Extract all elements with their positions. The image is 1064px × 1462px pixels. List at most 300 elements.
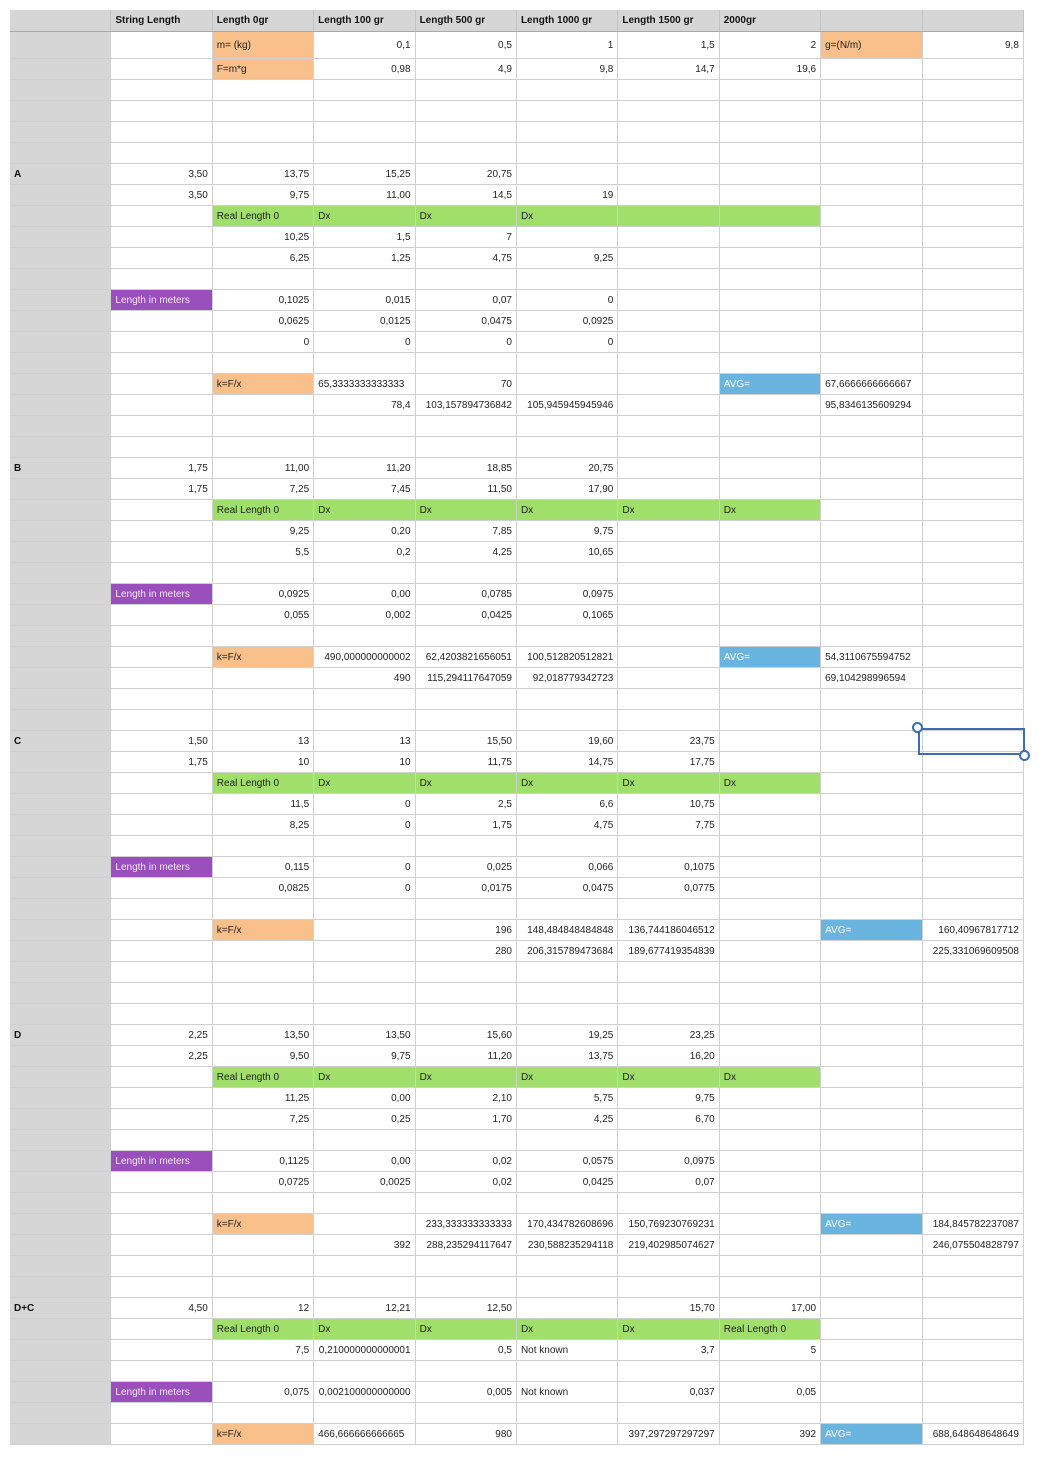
grid-cell[interactable] xyxy=(618,395,719,415)
grid-cell[interactable]: 12,21 xyxy=(314,1298,415,1318)
grid-cell[interactable]: 3,50 xyxy=(111,185,212,205)
grid-cell[interactable] xyxy=(618,80,719,100)
grid-cell[interactable]: Dx xyxy=(416,773,517,793)
grid-cell[interactable]: Real Length 0 xyxy=(213,1319,314,1339)
column-header-3[interactable]: Length 100 gr xyxy=(314,10,415,31)
grid-cell[interactable] xyxy=(720,836,821,856)
row-header-cell[interactable] xyxy=(10,248,111,268)
grid-cell[interactable]: 11,00 xyxy=(213,458,314,478)
grid-cell[interactable] xyxy=(821,353,922,373)
grid-cell[interactable] xyxy=(314,1004,415,1024)
row-header-cell[interactable] xyxy=(10,668,111,688)
grid-cell[interactable] xyxy=(111,1130,212,1150)
grid-cell[interactable]: 19,25 xyxy=(517,1025,618,1045)
grid-cell[interactable] xyxy=(618,1403,719,1423)
grid-cell[interactable] xyxy=(720,1088,821,1108)
grid-cell[interactable] xyxy=(618,563,719,583)
grid-cell[interactable] xyxy=(314,1214,415,1234)
grid-cell[interactable] xyxy=(517,1193,618,1213)
column-header-6[interactable]: Length 1500 gr xyxy=(618,10,719,31)
grid-cell[interactable] xyxy=(821,1193,922,1213)
grid-cell[interactable] xyxy=(923,1151,1024,1171)
grid-cell[interactable]: 1,75 xyxy=(111,458,212,478)
grid-cell[interactable]: 0,1 xyxy=(314,32,415,58)
column-header-1[interactable]: String Length xyxy=(111,10,212,31)
grid-cell[interactable] xyxy=(618,101,719,121)
grid-cell[interactable] xyxy=(213,395,314,415)
grid-cell[interactable]: 0,0025 xyxy=(314,1172,415,1192)
grid-cell[interactable] xyxy=(720,521,821,541)
grid-cell[interactable] xyxy=(416,122,517,142)
selection-handle-bottom[interactable] xyxy=(1019,750,1030,761)
grid-cell[interactable] xyxy=(720,269,821,289)
grid-cell[interactable] xyxy=(111,143,212,163)
grid-cell[interactable] xyxy=(720,857,821,877)
grid-cell[interactable] xyxy=(720,1403,821,1423)
row-header-cell[interactable] xyxy=(10,1193,111,1213)
grid-cell[interactable] xyxy=(821,164,922,184)
grid-cell[interactable]: 0 xyxy=(213,332,314,352)
grid-cell[interactable] xyxy=(111,248,212,268)
corner-cell[interactable] xyxy=(10,10,111,31)
grid-cell[interactable]: Dx xyxy=(314,773,415,793)
row-header-cell[interactable]: A xyxy=(10,164,111,184)
grid-cell[interactable]: 11,20 xyxy=(314,458,415,478)
grid-cell[interactable]: 12 xyxy=(213,1298,314,1318)
grid-cell[interactable]: 0,1065 xyxy=(517,605,618,625)
grid-cell[interactable]: 392 xyxy=(720,1424,821,1444)
row-header-cell[interactable] xyxy=(10,479,111,499)
grid-cell[interactable] xyxy=(821,1340,922,1360)
grid-cell[interactable] xyxy=(213,626,314,646)
grid-cell[interactable] xyxy=(923,878,1024,898)
grid-cell[interactable]: Dx xyxy=(517,500,618,520)
grid-cell[interactable]: 0,002100000000000 xyxy=(314,1382,415,1402)
grid-cell[interactable]: 15,70 xyxy=(618,1298,719,1318)
grid-cell[interactable] xyxy=(821,1172,922,1192)
grid-cell[interactable]: 206,315789473684 xyxy=(517,941,618,961)
grid-cell[interactable]: 0,0575 xyxy=(517,1151,618,1171)
grid-cell[interactable] xyxy=(923,101,1024,121)
grid-cell[interactable] xyxy=(111,668,212,688)
grid-cell[interactable]: Dx xyxy=(314,500,415,520)
grid-cell[interactable]: 246,075504828797 xyxy=(923,1235,1024,1255)
grid-cell[interactable] xyxy=(821,1361,922,1381)
grid-cell[interactable]: Dx xyxy=(720,773,821,793)
grid-cell[interactable]: 0,5 xyxy=(416,1340,517,1360)
grid-cell[interactable]: 9,8 xyxy=(517,59,618,79)
grid-cell[interactable] xyxy=(821,1151,922,1171)
grid-cell[interactable] xyxy=(618,311,719,331)
grid-cell[interactable]: 10 xyxy=(314,752,415,772)
grid-cell[interactable] xyxy=(111,626,212,646)
grid-cell[interactable] xyxy=(416,80,517,100)
grid-cell[interactable]: 1 xyxy=(517,32,618,58)
row-header-cell[interactable] xyxy=(10,584,111,604)
grid-cell[interactable] xyxy=(618,689,719,709)
grid-cell[interactable]: 13 xyxy=(213,731,314,751)
grid-cell[interactable] xyxy=(618,185,719,205)
grid-cell[interactable] xyxy=(720,143,821,163)
grid-cell[interactable] xyxy=(618,1277,719,1297)
grid-cell[interactable]: Length in meters xyxy=(111,1382,212,1402)
grid-cell[interactable]: 6,25 xyxy=(213,248,314,268)
grid-cell[interactable]: 0,0925 xyxy=(213,584,314,604)
grid-cell[interactable] xyxy=(923,794,1024,814)
grid-cell[interactable]: 4,75 xyxy=(416,248,517,268)
column-header-7[interactable]: 2000gr xyxy=(720,10,821,31)
grid-cell[interactable] xyxy=(416,962,517,982)
grid-cell[interactable] xyxy=(416,563,517,583)
grid-cell[interactable] xyxy=(213,899,314,919)
grid-cell[interactable]: 0,015 xyxy=(314,290,415,310)
row-header-cell[interactable] xyxy=(10,962,111,982)
grid-cell[interactable]: Dx xyxy=(517,206,618,226)
grid-cell[interactable] xyxy=(618,1004,719,1024)
grid-cell[interactable] xyxy=(618,605,719,625)
grid-cell[interactable] xyxy=(720,584,821,604)
grid-cell[interactable]: 15,25 xyxy=(314,164,415,184)
grid-cell[interactable]: 0,2 xyxy=(314,542,415,562)
grid-cell[interactable] xyxy=(923,206,1024,226)
grid-cell[interactable]: 1,25 xyxy=(314,248,415,268)
grid-cell[interactable] xyxy=(923,836,1024,856)
grid-cell[interactable] xyxy=(923,185,1024,205)
grid-cell[interactable] xyxy=(618,584,719,604)
grid-cell[interactable]: 280 xyxy=(416,941,517,961)
grid-cell[interactable] xyxy=(111,647,212,667)
grid-cell[interactable]: 0,0475 xyxy=(517,878,618,898)
row-header-cell[interactable] xyxy=(10,605,111,625)
grid-cell[interactable] xyxy=(111,1340,212,1360)
grid-cell[interactable]: 11,00 xyxy=(314,185,415,205)
row-header-cell[interactable] xyxy=(10,101,111,121)
grid-cell[interactable] xyxy=(314,626,415,646)
grid-cell[interactable] xyxy=(111,206,212,226)
grid-cell[interactable]: 7,45 xyxy=(314,479,415,499)
grid-cell[interactable] xyxy=(111,80,212,100)
grid-cell[interactable] xyxy=(720,899,821,919)
grid-cell[interactable]: 0,98 xyxy=(314,59,415,79)
grid-cell[interactable] xyxy=(923,1046,1024,1066)
row-header-cell[interactable] xyxy=(10,1424,111,1444)
grid-cell[interactable] xyxy=(314,1361,415,1381)
grid-cell[interactable]: 11,20 xyxy=(416,1046,517,1066)
grid-cell[interactable]: AVG= xyxy=(720,374,821,394)
grid-cell[interactable]: 92,018779342723 xyxy=(517,668,618,688)
grid-cell[interactable]: 688,648648648649 xyxy=(923,1424,1024,1444)
row-header-cell[interactable] xyxy=(10,374,111,394)
row-header-cell[interactable] xyxy=(10,122,111,142)
grid-cell[interactable]: AVG= xyxy=(821,920,922,940)
grid-cell[interactable]: 20,75 xyxy=(517,458,618,478)
grid-cell[interactable]: Length in meters xyxy=(111,584,212,604)
grid-cell[interactable] xyxy=(618,122,719,142)
grid-cell[interactable]: Dx xyxy=(517,1067,618,1087)
grid-cell[interactable] xyxy=(618,206,719,226)
grid-cell[interactable]: 392 xyxy=(314,1235,415,1255)
grid-cell[interactable] xyxy=(923,1004,1024,1024)
grid-cell[interactable] xyxy=(720,605,821,625)
grid-cell[interactable] xyxy=(720,122,821,142)
grid-cell[interactable] xyxy=(821,332,922,352)
grid-cell[interactable] xyxy=(923,374,1024,394)
grid-cell[interactable]: 2,25 xyxy=(111,1046,212,1066)
grid-cell[interactable]: 0,025 xyxy=(416,857,517,877)
row-header-cell[interactable] xyxy=(10,227,111,247)
grid-cell[interactable] xyxy=(720,164,821,184)
row-header-cell[interactable] xyxy=(10,941,111,961)
grid-cell[interactable]: 10,75 xyxy=(618,794,719,814)
grid-cell[interactable]: 0,1075 xyxy=(618,857,719,877)
grid-cell[interactable] xyxy=(314,416,415,436)
grid-cell[interactable] xyxy=(720,395,821,415)
grid-cell[interactable] xyxy=(111,1088,212,1108)
grid-cell[interactable]: AVG= xyxy=(821,1214,922,1234)
row-header-cell[interactable] xyxy=(10,1235,111,1255)
grid-cell[interactable] xyxy=(821,878,922,898)
grid-cell[interactable] xyxy=(923,857,1024,877)
grid-cell[interactable]: 184,845782237087 xyxy=(923,1214,1024,1234)
grid-cell[interactable] xyxy=(618,1193,719,1213)
grid-cell[interactable] xyxy=(618,521,719,541)
grid-cell[interactable] xyxy=(720,206,821,226)
grid-cell[interactable] xyxy=(213,1403,314,1423)
grid-cell[interactable] xyxy=(314,353,415,373)
grid-cell[interactable]: 0,1025 xyxy=(213,290,314,310)
grid-cell[interactable]: 1,75 xyxy=(111,479,212,499)
grid-cell[interactable]: Dx xyxy=(416,1067,517,1087)
grid-cell[interactable] xyxy=(720,1046,821,1066)
row-header-cell[interactable] xyxy=(10,1340,111,1360)
grid-cell[interactable] xyxy=(517,164,618,184)
grid-cell[interactable] xyxy=(720,353,821,373)
grid-cell[interactable] xyxy=(517,269,618,289)
grid-cell[interactable]: 230,588235294118 xyxy=(517,1235,618,1255)
grid-cell[interactable] xyxy=(821,563,922,583)
grid-cell[interactable] xyxy=(517,836,618,856)
grid-cell[interactable] xyxy=(213,1235,314,1255)
grid-cell[interactable] xyxy=(213,143,314,163)
row-header-cell[interactable] xyxy=(10,773,111,793)
grid-cell[interactable] xyxy=(111,311,212,331)
row-header-cell[interactable] xyxy=(10,899,111,919)
grid-cell[interactable] xyxy=(923,122,1024,142)
selection-handle-top[interactable] xyxy=(912,722,923,733)
grid-cell[interactable] xyxy=(923,815,1024,835)
grid-cell[interactable]: 14,7 xyxy=(618,59,719,79)
grid-cell[interactable]: Dx xyxy=(416,500,517,520)
grid-cell[interactable]: k=F/x xyxy=(213,920,314,940)
grid-cell[interactable] xyxy=(618,962,719,982)
grid-cell[interactable]: 3,7 xyxy=(618,1340,719,1360)
grid-cell[interactable] xyxy=(923,1382,1024,1402)
grid-cell[interactable] xyxy=(720,1004,821,1024)
grid-cell[interactable]: 5,75 xyxy=(517,1088,618,1108)
grid-cell[interactable] xyxy=(923,983,1024,1003)
grid-cell[interactable]: 19,60 xyxy=(517,731,618,751)
grid-cell[interactable] xyxy=(314,836,415,856)
row-header-cell[interactable] xyxy=(10,1382,111,1402)
grid-cell[interactable] xyxy=(821,59,922,79)
grid-cell[interactable] xyxy=(923,668,1024,688)
grid-cell[interactable]: 0 xyxy=(517,332,618,352)
grid-cell[interactable] xyxy=(720,983,821,1003)
grid-cell[interactable]: Dx xyxy=(618,1067,719,1087)
grid-cell[interactable] xyxy=(517,1298,618,1318)
grid-cell[interactable]: Real Length 0 xyxy=(213,773,314,793)
grid-cell[interactable]: 0,0785 xyxy=(416,584,517,604)
row-header-cell[interactable]: D+C xyxy=(10,1298,111,1318)
row-header-cell[interactable]: B xyxy=(10,458,111,478)
grid-cell[interactable] xyxy=(720,1214,821,1234)
grid-cell[interactable] xyxy=(314,1277,415,1297)
grid-cell[interactable]: 0,07 xyxy=(618,1172,719,1192)
grid-cell[interactable]: 0,0125 xyxy=(314,311,415,331)
grid-cell[interactable]: g=(N/m) xyxy=(821,32,922,58)
grid-cell[interactable] xyxy=(416,416,517,436)
grid-cell[interactable] xyxy=(517,563,618,583)
grid-cell[interactable]: Real Length 0 xyxy=(213,206,314,226)
grid-cell[interactable] xyxy=(416,1403,517,1423)
grid-cell[interactable] xyxy=(213,563,314,583)
grid-cell[interactable]: 103,157894736842 xyxy=(416,395,517,415)
grid-cell[interactable]: 288,235294117647 xyxy=(416,1235,517,1255)
grid-cell[interactable] xyxy=(923,710,1024,730)
grid-cell[interactable]: 69,104298996594 xyxy=(821,668,922,688)
grid-cell[interactable] xyxy=(720,332,821,352)
row-header-cell[interactable] xyxy=(10,626,111,646)
grid-cell[interactable]: 78,4 xyxy=(314,395,415,415)
grid-cell[interactable] xyxy=(720,101,821,121)
grid-cell[interactable] xyxy=(213,101,314,121)
grid-cell[interactable]: Length in meters xyxy=(111,1151,212,1171)
grid-cell[interactable] xyxy=(111,1361,212,1381)
grid-cell[interactable] xyxy=(111,1235,212,1255)
grid-cell[interactable] xyxy=(923,269,1024,289)
grid-cell[interactable]: Dx xyxy=(618,1319,719,1339)
grid-cell[interactable] xyxy=(923,605,1024,625)
grid-cell[interactable]: k=F/x xyxy=(213,1214,314,1234)
grid-cell[interactable] xyxy=(517,1361,618,1381)
grid-cell[interactable] xyxy=(517,101,618,121)
grid-cell[interactable]: Not known xyxy=(517,1340,618,1360)
grid-cell[interactable] xyxy=(720,731,821,751)
grid-cell[interactable]: 13,75 xyxy=(517,1046,618,1066)
grid-cell[interactable] xyxy=(923,1193,1024,1213)
grid-cell[interactable] xyxy=(923,80,1024,100)
grid-cell[interactable] xyxy=(111,899,212,919)
grid-cell[interactable] xyxy=(111,269,212,289)
grid-cell[interactable]: 1,75 xyxy=(111,752,212,772)
grid-cell[interactable]: 1,5 xyxy=(618,32,719,58)
grid-cell[interactable] xyxy=(821,311,922,331)
grid-cell[interactable] xyxy=(618,1130,719,1150)
grid-cell[interactable] xyxy=(720,941,821,961)
grid-cell[interactable]: 0,0975 xyxy=(517,584,618,604)
grid-cell[interactable]: k=F/x xyxy=(213,1424,314,1444)
column-header-2[interactable]: Length 0gr xyxy=(213,10,314,31)
grid-cell[interactable] xyxy=(821,962,922,982)
grid-cell[interactable] xyxy=(111,773,212,793)
grid-cell[interactable]: 18,85 xyxy=(416,458,517,478)
row-header-cell[interactable] xyxy=(10,143,111,163)
grid-cell[interactable] xyxy=(213,941,314,961)
grid-cell[interactable]: 10,25 xyxy=(213,227,314,247)
grid-cell[interactable] xyxy=(111,227,212,247)
grid-cell[interactable] xyxy=(821,437,922,457)
grid-cell[interactable] xyxy=(416,269,517,289)
grid-cell[interactable]: 170,434782608696 xyxy=(517,1214,618,1234)
row-header-cell[interactable] xyxy=(10,1130,111,1150)
grid-cell[interactable]: 0,05 xyxy=(720,1382,821,1402)
grid-cell[interactable] xyxy=(720,878,821,898)
grid-cell[interactable]: 7 xyxy=(416,227,517,247)
grid-cell[interactable] xyxy=(720,668,821,688)
row-header-cell[interactable] xyxy=(10,59,111,79)
grid-cell[interactable]: 11,25 xyxy=(213,1088,314,1108)
grid-cell[interactable]: 16,20 xyxy=(618,1046,719,1066)
grid-cell[interactable] xyxy=(111,374,212,394)
grid-cell[interactable]: 20,75 xyxy=(416,164,517,184)
grid-cell[interactable] xyxy=(821,941,922,961)
grid-cell[interactable] xyxy=(111,416,212,436)
grid-cell[interactable]: 2 xyxy=(720,32,821,58)
grid-cell[interactable]: 4,9 xyxy=(416,59,517,79)
grid-cell[interactable]: 95,8346135609294 xyxy=(821,395,922,415)
grid-cell[interactable]: 7,85 xyxy=(416,521,517,541)
row-header-cell[interactable] xyxy=(10,920,111,940)
grid-cell[interactable]: 0,0975 xyxy=(618,1151,719,1171)
grid-cell[interactable]: 7,75 xyxy=(618,815,719,835)
grid-cell[interactable] xyxy=(517,1403,618,1423)
grid-cell[interactable] xyxy=(416,101,517,121)
grid-cell[interactable] xyxy=(923,59,1024,79)
grid-cell[interactable]: 0,02 xyxy=(416,1172,517,1192)
grid-cell[interactable] xyxy=(618,647,719,667)
grid-cell[interactable] xyxy=(720,311,821,331)
row-header-cell[interactable] xyxy=(10,836,111,856)
row-header-cell[interactable] xyxy=(10,290,111,310)
row-header-cell[interactable] xyxy=(10,857,111,877)
grid-cell[interactable]: Dx xyxy=(720,1067,821,1087)
row-header-cell[interactable] xyxy=(10,1109,111,1129)
grid-cell[interactable] xyxy=(416,1004,517,1024)
grid-cell[interactable] xyxy=(213,1361,314,1381)
column-header-5[interactable]: Length 1000 gr xyxy=(517,10,618,31)
grid-cell[interactable] xyxy=(213,983,314,1003)
grid-cell[interactable] xyxy=(720,563,821,583)
grid-cell[interactable]: 2,10 xyxy=(416,1088,517,1108)
grid-cell[interactable] xyxy=(517,710,618,730)
grid-cell[interactable]: AVG= xyxy=(720,647,821,667)
grid-cell[interactable] xyxy=(517,1004,618,1024)
grid-cell[interactable]: Dx xyxy=(618,500,719,520)
grid-cell[interactable] xyxy=(618,437,719,457)
grid-cell[interactable] xyxy=(213,689,314,709)
grid-cell[interactable] xyxy=(821,500,922,520)
grid-cell[interactable] xyxy=(517,416,618,436)
grid-cell[interactable]: 4,50 xyxy=(111,1298,212,1318)
grid-cell[interactable] xyxy=(618,227,719,247)
grid-cell[interactable]: 105,945945945946 xyxy=(517,395,618,415)
column-header-4[interactable]: Length 500 gr xyxy=(416,10,517,31)
grid-cell[interactable]: 0,20 xyxy=(314,521,415,541)
grid-cell[interactable] xyxy=(416,143,517,163)
grid-cell[interactable] xyxy=(720,1235,821,1255)
grid-cell[interactable] xyxy=(517,143,618,163)
grid-cell[interactable]: 13,75 xyxy=(213,164,314,184)
